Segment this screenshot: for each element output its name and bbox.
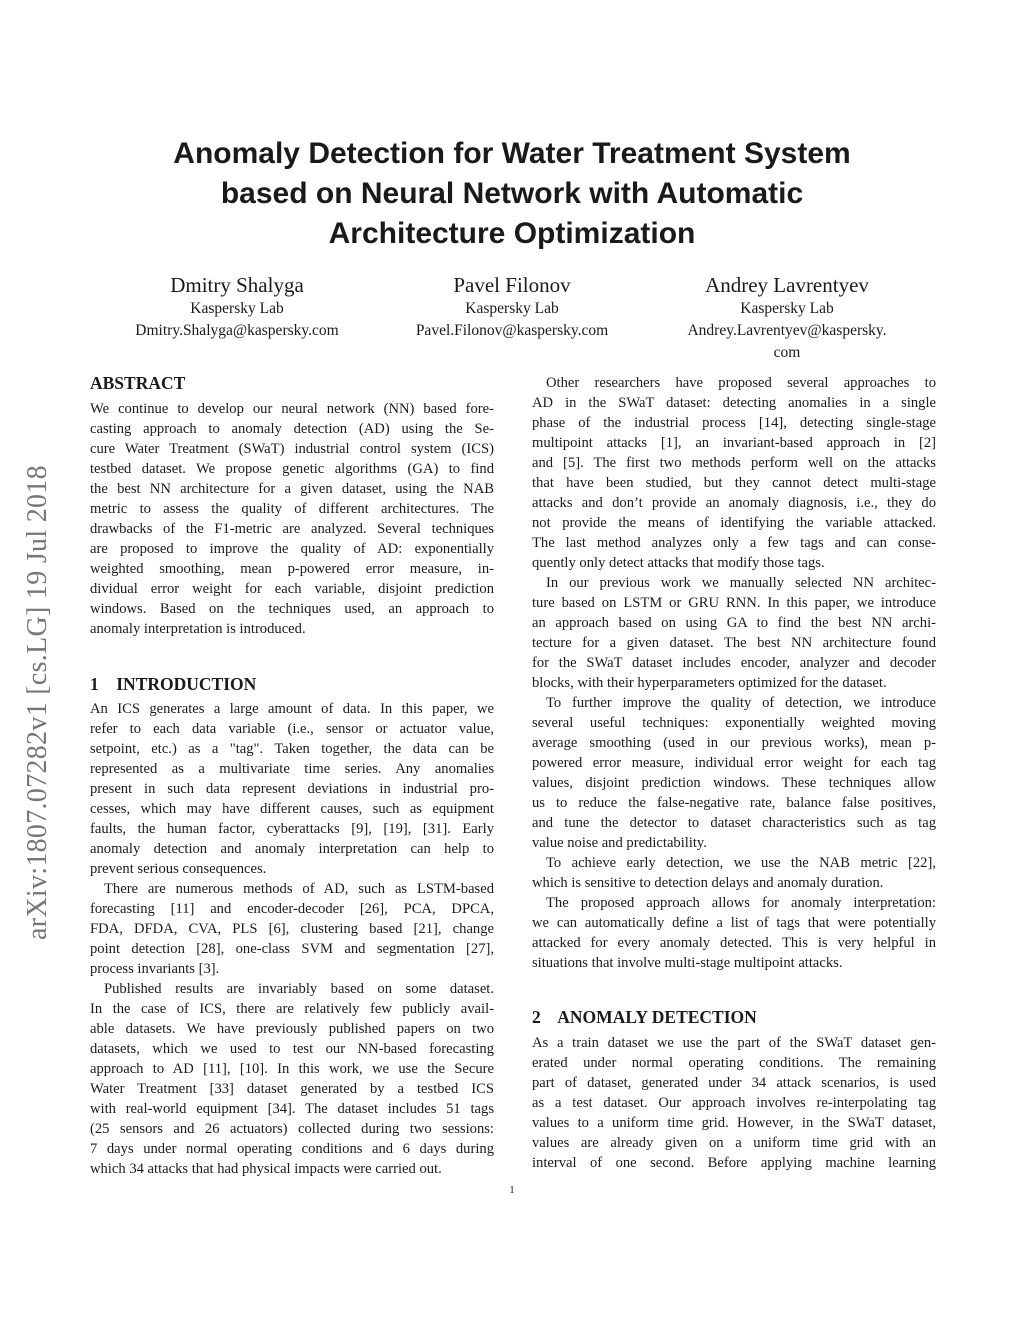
text-line: tecture for a given dataset. The best NN architecture found: [532, 635, 936, 651]
text-line: part of dataset, generated under 34 attack scenarios, is used: [532, 1075, 936, 1091]
text-line: Published results are invariably based on some dataset.: [104, 981, 494, 997]
text-line: AD in the SWaT dataset: detecting anomalies in a single: [532, 395, 936, 411]
text-line: and [5]. The first two methods perform well on the attacks: [532, 455, 936, 471]
text-line: anomaly interpretation is introduced.: [90, 621, 306, 637]
text-line: faults, the human factor, cyberattacks [9], [19], [31]. Early: [90, 821, 494, 837]
text-line: In our previous work we manually selected NN architec-: [546, 575, 936, 591]
text-line: drawbacks of the F1-metric are analyzed. Several techniques: [90, 521, 494, 537]
text-line: value noise and predictability.: [532, 835, 707, 851]
text-line: refer to each data variable (i.e., sensor or actuator value,: [90, 721, 494, 737]
text-line: To achieve early detection, we use the NAB metric [22],: [546, 855, 936, 871]
text-line: In the case of ICS, there are relatively few publicly avail-: [90, 1001, 494, 1017]
paragraph: [532, 573, 936, 693]
text-line: able datasets. We have previously published papers on two: [90, 1021, 494, 1037]
text-line: prevent serious consequences.: [90, 861, 267, 877]
title-line: Architecture Optimization: [328, 217, 696, 250]
text-line: interval of one second. Before applying machine learning: [532, 1155, 936, 1171]
text-block: [532, 1033, 936, 1173]
text-line: anomaly detection and anomaly interpretation can help to: [90, 841, 494, 857]
text-line: we can automatically define a list of tags that were potentially: [532, 915, 936, 931]
text-line: represented as a multivariate time series. Any anomalies: [90, 761, 494, 777]
author-email: Andrey.Lavrentyev@kaspersky. com: [687, 322, 887, 361]
text-line: for the SWaT dataset includes encoder, analyzer and decoder: [532, 655, 936, 671]
author-name: Andrey Lavrentyev: [705, 273, 869, 297]
text-line: casting approach to anomaly detection (AD) using the Se-: [90, 421, 494, 437]
text-line: approach to AD [11], [10]. In this work, we use the Secure: [90, 1061, 494, 1077]
text-line: forecasting [11] and encoder-decoder [26], PCA, DPCA,: [90, 901, 494, 917]
author-affiliation: Kaspersky Lab: [465, 300, 559, 317]
text-line: attacked for every anomaly detected. This is very helpful in: [532, 935, 936, 951]
text-line: cure Water Treatment (SWaT) industrial control system (ICS): [90, 441, 494, 457]
text-line: are proposed to improve the quality of AD: exponentially: [90, 541, 494, 557]
author-email: Dmitry.Shalyga@kaspersky.com: [135, 322, 339, 339]
text-line: The last method analyzes only a few tags and can conse-: [532, 535, 936, 551]
text-line: and tune the detector to dataset characteristics such as tag: [532, 815, 936, 831]
text-block: [90, 399, 494, 639]
text-line: powered error measure, individual error weight for each tag: [532, 755, 936, 771]
text-line: 7 days under normal operating conditions and 6 days during: [90, 1141, 494, 1157]
text-line: which 34 attacks that had physical impacts were carried out.: [90, 1161, 442, 1177]
text-line: process invariants [3].: [90, 961, 220, 977]
author-affiliation: Kaspersky Lab: [740, 300, 834, 317]
text-line: values are already given on a uniform time grid with an: [532, 1135, 936, 1151]
text-line: FDA, DFDA, CVA, PLS [6], clustering based [21], change: [90, 921, 494, 937]
author-email: Pavel.Filonov@kaspersky.com: [415, 322, 609, 339]
text-line: with real-world equipment [34]. The dataset includes 51 tags: [90, 1101, 494, 1117]
text-line: values to a uniform time grid. However, in the SWaT dataset,: [532, 1115, 936, 1131]
paragraph: [90, 399, 494, 639]
text-line: (25 sensors and 26 actuators) collected during two sessions:: [90, 1121, 494, 1137]
section-heading-anomaly-detection: 2 ANOMALY DETECTION: [532, 1007, 757, 1027]
text-line: To further improve the quality of detection, we introduce: [546, 695, 936, 711]
text-line: not provide the means of identifying the variable attacked.: [532, 515, 936, 531]
title-line: based on Neural Network with Automatic: [220, 177, 804, 210]
author-name: Dmitry Shalyga: [170, 273, 304, 297]
text-line: We continue to develop our neural network (NN) based fore-: [90, 401, 494, 417]
paragraph: [90, 699, 494, 879]
paragraph: [532, 893, 936, 973]
author-block: [87, 272, 387, 342]
author-name: Pavel Filonov: [453, 273, 571, 297]
text-block: [532, 373, 936, 973]
text-line: phase of the industrial process [14], detecting single-stage: [532, 415, 936, 431]
page-number: 1: [509, 1184, 515, 1196]
paper-title: [0, 134, 1024, 254]
text-line: values, disjoint prediction windows. These techniques allow: [532, 775, 936, 791]
text-line: Water Treatment [33] dataset generated by a testbed ICS: [90, 1081, 494, 1097]
text-line: blocks, with their hyperparameters optimized for the dataset.: [532, 675, 887, 691]
text-line: point detection [28], one-class SVM and segmentation [27],: [90, 941, 494, 957]
paragraph: [532, 1033, 936, 1173]
abstract-heading: ABSTRACT: [90, 373, 186, 393]
paragraph: [90, 879, 494, 979]
text-line: The proposed approach allows for anomaly interpretation:: [546, 895, 936, 911]
paragraph: [90, 979, 494, 1179]
author-affiliation: Kaspersky Lab: [190, 300, 284, 317]
text-line: an approach based on using GA to find the best NN archi-: [532, 615, 936, 631]
text-line: that have been studied, but they cannot detect multi-stage: [532, 475, 936, 491]
text-line: dividual error weight for each variable, disjoint prediction: [90, 581, 494, 597]
text-line: As a train dataset we use the part of the SWaT dataset gen-: [532, 1035, 936, 1051]
title-line: Anomaly Detection for Water Treatment System: [173, 137, 851, 170]
text-line: setpoint, etc.) as a "tag". Taken together, the data can be: [90, 741, 494, 757]
paragraph: [532, 693, 936, 853]
text-line: weighted smoothing, mean p-powered error measure, in-: [90, 561, 494, 577]
arxiv-identifier: arXiv:1807.07282v1 [cs.LG] 19 Jul 2018: [22, 465, 53, 940]
text-line: windows. Based on the techniques used, an approach to: [90, 601, 494, 617]
text-line: average smoothing (used in our previous works), mean p-: [532, 735, 936, 751]
text-line: situations that involve multi-stage multipoint attacks.: [532, 955, 843, 971]
text-line: cesses, which may have different causes, such as equipment: [90, 801, 494, 817]
text-line: attacks and don’t provide an anomaly diagnosis, i.e., they do: [532, 495, 936, 511]
text-line: testbed dataset. We propose genetic algorithms (GA) to find: [90, 461, 494, 477]
text-line: multipoint attacks [1], an invariant-based approach in [2]: [532, 435, 936, 451]
section-heading-introduction: 1 INTRODUCTION: [90, 674, 257, 694]
paragraph: [532, 373, 936, 573]
text-line: quently only detect attacks that modify those tags.: [532, 555, 825, 571]
text-line: several useful techniques: exponentially weighted moving: [532, 715, 936, 731]
text-line: erated under normal operating conditions. The remaining: [532, 1055, 936, 1071]
author-block: [637, 272, 937, 364]
text-line: metric to assess the quality of different architectures. The: [90, 501, 494, 517]
text-line: which is sensitive to detection delays and anomaly duration.: [532, 875, 884, 891]
text-line: as a test dataset. Our approach involves re-interpolating tag: [532, 1095, 936, 1111]
text-line: us to reduce the false-negative rate, balance false positives,: [532, 795, 936, 811]
text-line: present in such data represent deviations in industrial pro-: [90, 781, 494, 797]
author-block: [362, 272, 662, 342]
text-block: [90, 699, 494, 1179]
text-line: the best NN architecture for a given dataset, using the NAB: [90, 481, 494, 497]
text-line: Other researchers have proposed several approaches to: [546, 375, 936, 391]
text-line: ture based on LSTM or GRU RNN. In this paper, we introduce: [532, 595, 936, 611]
text-line: An ICS generates a large amount of data. In this paper, we: [90, 701, 494, 717]
text-line: There are numerous methods of AD, such as LSTM-based: [104, 881, 494, 897]
text-line: datasets, which we used to test our NN-based forecasting: [90, 1041, 494, 1057]
paragraph: [532, 853, 936, 893]
